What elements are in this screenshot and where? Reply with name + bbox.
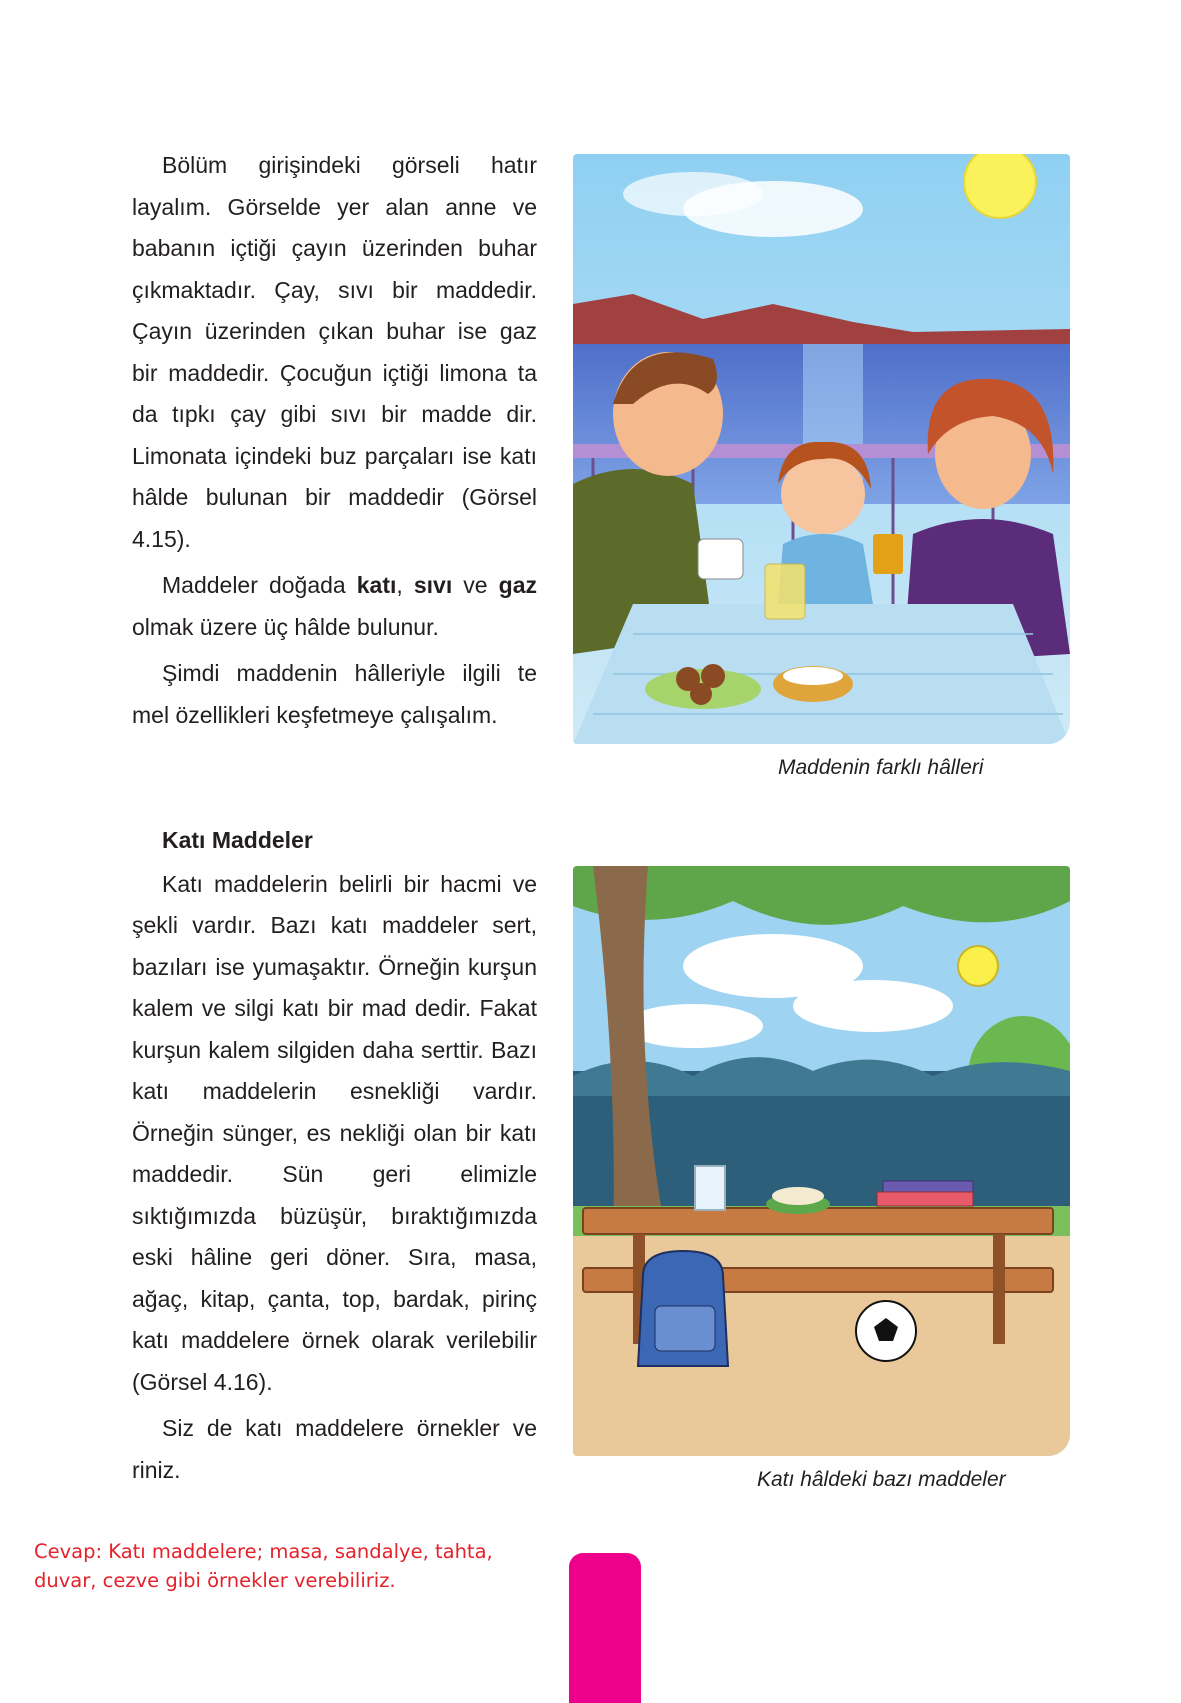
figure-family-tea — [573, 154, 1070, 744]
paragraph: Şimdi maddenin hâlleriyle ilgili te mel özellikleri keşfetmeye çalışalım. — [132, 660, 537, 728]
section2-text — [132, 820, 537, 1496]
paragraph: Siz de katı maddelere örnekler ve riniz. — [132, 1415, 537, 1483]
section1-text — [132, 145, 537, 741]
section-heading: Katı Maddeler — [162, 827, 313, 853]
paragraph-states: Maddeler doğada katı, sıvı ve gaz olmak üzere üç hâlde bulunur. — [132, 572, 537, 640]
page-tab — [569, 1553, 641, 1703]
bold-term: gaz — [498, 572, 537, 598]
bold-term: sıvı — [413, 572, 453, 598]
bold-term: katı — [356, 572, 397, 598]
answer-line: duvar, cezve gibi örnekler verebiliriz. — [34, 1569, 396, 1592]
paragraph: Katı maddelerin belirli bir hacmi ve şekli vardır. Bazı katı maddeler sert, bazıları ise yumaşaktır. Örneğin kurşun kalem ve silgi katı bir mad dedir. Fakat kurşun kalem silgiden daha serttir. Bazı katı maddelerin esnekliği vardır. Örneğin sünger, es nekliği olan bir katı maddedir. Sün geri elimizle sıktığımızda büzüşür, bıraktığımızda eski hâline geri döner. Sıra, masa, ağaç, kitap, çanta, top, bardak, pirinç katı maddelere örnek olarak verilebilir (Görsel 4.16). — [132, 870, 537, 1395]
figure2-caption: Katı hâldeki bazı maddeler — [757, 1468, 1006, 1491]
answer-line: Cevap: Katı maddelere; masa, sandalye, tahta, — [34, 1540, 493, 1563]
paragraph: Bölüm girişindeki görseli hatır layalım. Görselde yer alan anne ve babanın içtiği çayın üzerinden buhar çıkmaktadır. Çay, sıvı bir maddedir. Çayın üzerinden çıkan buhar ise gaz bir maddedir. Çocuğun içtiği limona ta da tıpkı çay gibi sıvı bir madde dir. Limonata içindeki buz parçaları ise katı hâlde bulunan bir maddedir (Görsel 4.15). — [132, 152, 537, 552]
figure1-caption: Maddenin farklı hâlleri — [778, 756, 984, 779]
answer-note — [34, 1537, 534, 1595]
figure-solid-objects — [573, 866, 1070, 1456]
